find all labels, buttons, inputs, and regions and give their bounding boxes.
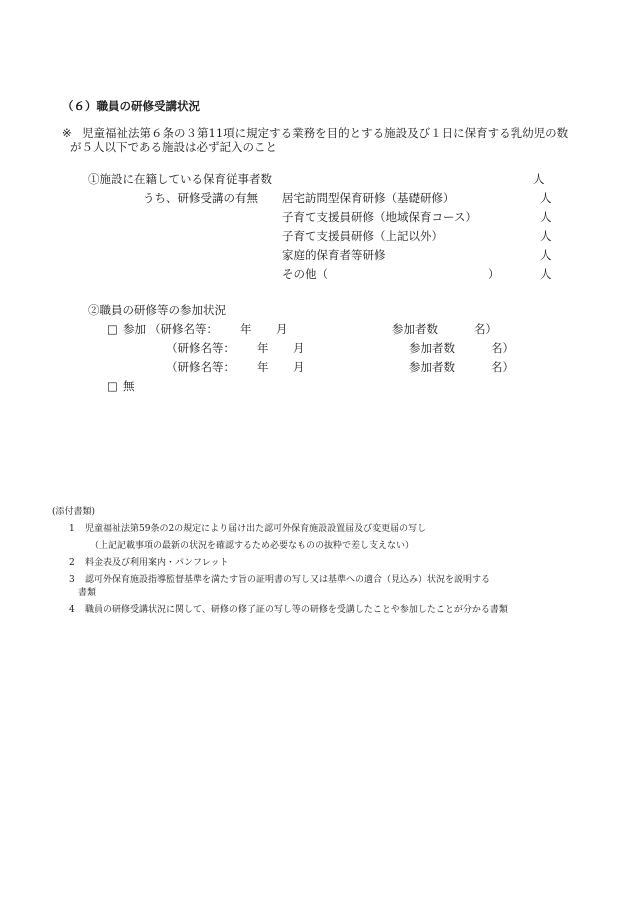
person-unit-3: 名） [491,360,514,374]
attendees-3: 参加者数 [409,360,455,374]
participate-label: 参加 [123,322,146,336]
month-3: 月 [293,360,305,374]
attachment-1-num: 1 [69,524,75,534]
training-row-5-close: ） [488,267,500,281]
attachment-3-cont: 書類 [78,588,97,598]
staff-count-unit: 人 [533,172,545,186]
attachment-1-note: （上記記載事項の最新の状況を確認するため必要なものの抜粋で差し支えない） [90,541,415,551]
note-line-1: 児童福祉法第６条の３第11項に規定する業務を目的とする施設及び１日に保育する乳幼児の数 [82,126,569,140]
attachment-3-num: 3 [69,575,75,585]
note-line-2: が５人以下である施設は必ず記入のこと [70,140,277,154]
attachment-2-num: 2 [69,558,75,568]
training-sub-label: うち、研修受講の有無 [143,191,258,205]
training-row-2-unit: 人 [540,210,552,224]
attendees-1: 参加者数 [392,322,438,336]
year-1: 年 [240,322,252,336]
person-unit-1: 名） [474,322,497,336]
participation-label: ②職員の研修等の参加状況 [88,303,226,317]
training-name-1: （研修名等： [149,322,218,336]
month-2: 月 [293,341,305,355]
training-row-3: 子育て支援員研修（上記以外） [282,229,443,243]
attachment-4-text: 職員の研修受講状況に関して、研修の修了証の写し等の研修を受講したことや参加したことが分かる書類 [85,605,508,615]
attendees-2: 参加者数 [409,341,455,355]
training-row-3-unit: 人 [540,229,552,243]
attachment-1-text: 児童福祉法第59条の2の規定により届け出た認可外保育施設設置届及び変更届の写し [85,524,427,534]
person-unit-2: 名） [491,341,514,355]
attachment-2-text: 料金表及び利用案内・パンフレット [85,558,229,568]
attachment-3-text: 認可外保育施設指導監督基準を満たす旨の証明書の写し又は基準への適合（見込み）状況を説明する [85,575,491,585]
year-3: 年 [257,360,269,374]
section-title: （６）職員の研修受講状況 [62,99,200,113]
training-row-5-unit: 人 [540,267,552,281]
training-name-3: （研修名等： [166,360,235,374]
none-checkbox[interactable]: □ [107,379,118,393]
none-label: 無 [123,379,135,393]
training-row-1-unit: 人 [540,191,552,205]
training-name-2: （研修名等： [166,341,235,355]
month-1: 月 [276,322,288,336]
training-row-1: 居宅訪問型保育研修（基礎研修） [282,191,455,205]
participate-checkbox[interactable]: □ [107,322,118,336]
training-row-2: 子育て支援員研修（地域保育コース） [282,210,477,224]
year-2: 年 [257,341,269,355]
training-row-4-unit: 人 [540,248,552,262]
staff-count-label: ①施設に在籍している保育従事者数 [88,172,272,186]
attachment-4-num: 4 [69,605,75,615]
note-mark: ※ [62,126,72,140]
training-row-5: その他（ [282,267,328,281]
training-row-4: 家庭的保育者等研修 [282,248,386,262]
attachments-heading: (添付書類) [52,507,96,517]
